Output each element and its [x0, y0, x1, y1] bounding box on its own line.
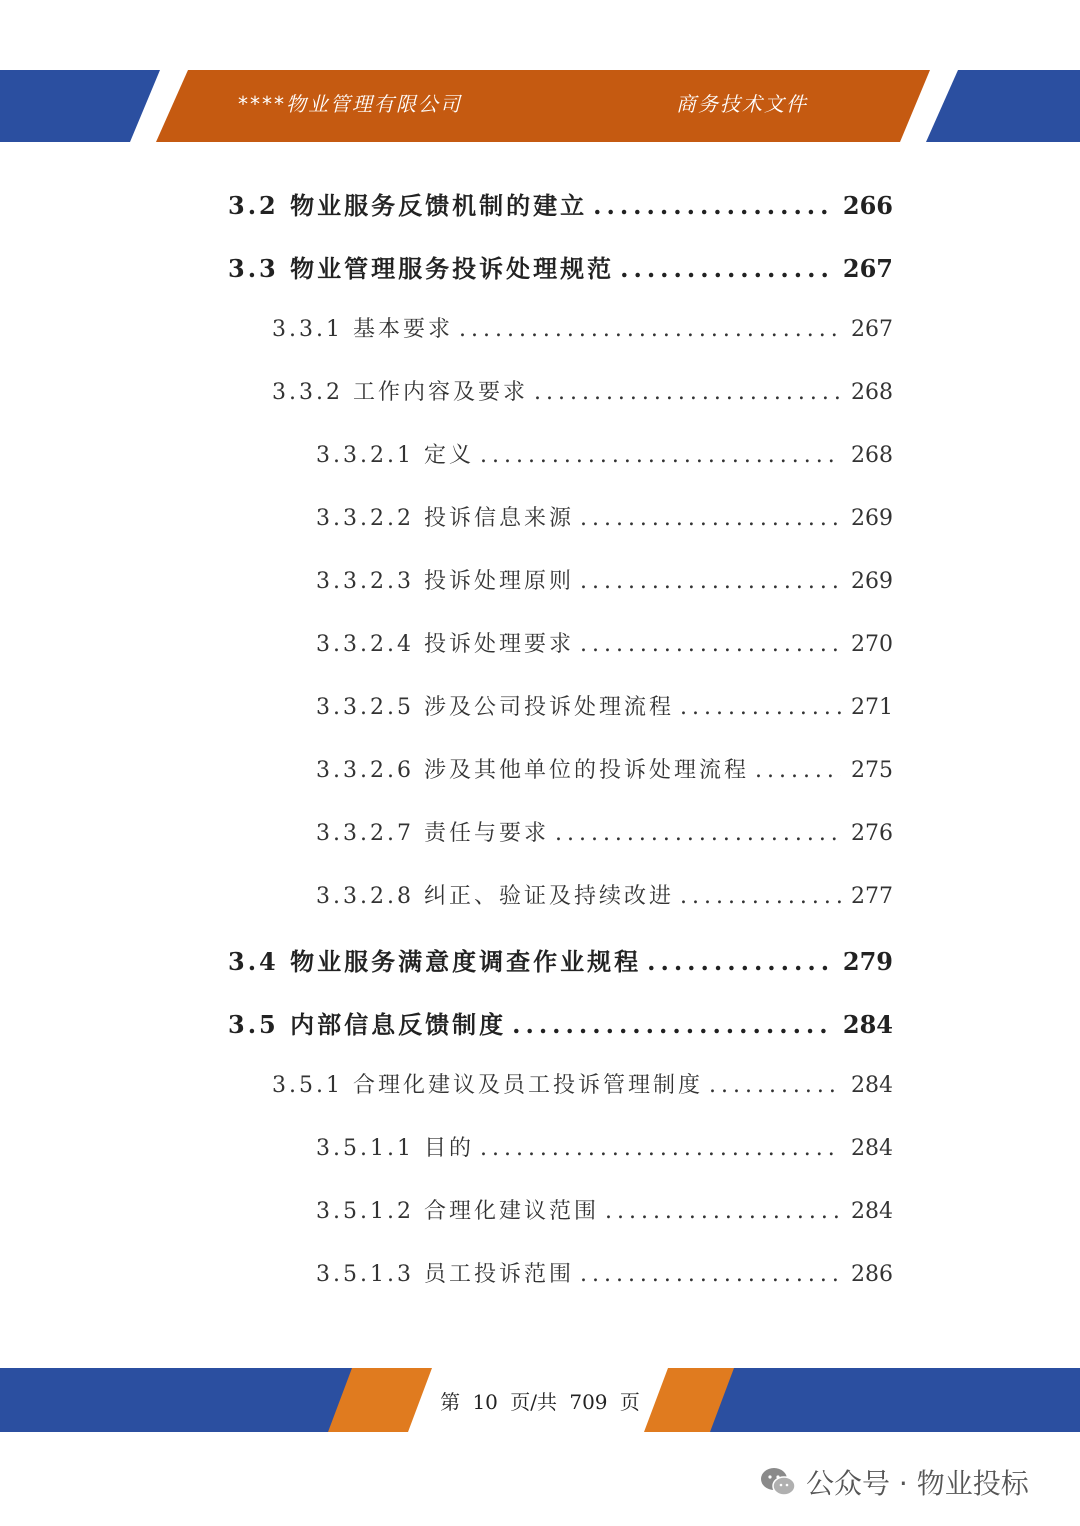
toc-entry[interactable]	[316, 1131, 893, 1171]
toc-leader-dots	[580, 569, 841, 594]
toc-leader-dots	[709, 1073, 841, 1098]
toc-entry[interactable]	[228, 942, 893, 982]
toc-entry[interactable]	[316, 753, 893, 793]
toc-entry[interactable]	[316, 501, 893, 541]
toc-entry-title: 3.2 物业服务反馈机制的建立	[228, 191, 588, 220]
toc-entry-title: 3.3.2.6 涉及其他单位的投诉处理流程	[316, 758, 749, 783]
toc-entry[interactable]	[316, 879, 893, 919]
toc-entry[interactable]	[228, 1005, 893, 1045]
page-middle: 页/共	[510, 1390, 557, 1414]
header-document-type: 商务技术文件	[676, 92, 808, 116]
header-blue-right	[926, 70, 1080, 142]
toc-entry-title: 3.3 物业管理服务投诉处理规范	[228, 254, 615, 283]
toc-entry[interactable]	[316, 690, 893, 730]
toc-entry-title: 3.3.2.2 投诉信息来源	[316, 506, 574, 531]
toc-entry-title: 3.3.1 基本要求	[272, 317, 453, 342]
toc-leader-dots	[580, 1262, 841, 1287]
toc-leader-dots	[647, 947, 833, 976]
toc-entry[interactable]	[316, 627, 893, 667]
watermark	[760, 1462, 1029, 1502]
toc-entry[interactable]	[316, 564, 893, 604]
toc-leader-dots	[755, 758, 841, 783]
toc-entry[interactable]	[272, 375, 893, 415]
toc-leader-dots	[580, 632, 841, 657]
toc-entry-title: 3.3.2.1 定义	[316, 443, 474, 468]
toc-leader-dots	[580, 506, 841, 531]
toc-entry-page: 284	[851, 1136, 893, 1161]
toc-leader-dots	[480, 443, 841, 468]
toc-entry-page: 270	[851, 632, 893, 657]
toc-entry-page: 275	[851, 758, 893, 783]
toc-entry-title: 3.5.1.2 合理化建议范围	[316, 1199, 599, 1224]
toc-leader-dots	[512, 1010, 833, 1039]
toc-leader-dots	[534, 380, 841, 405]
header-blue-left	[0, 70, 160, 142]
watermark-text: 公众号 · 物业投标	[806, 1467, 1029, 1500]
toc-leader-dots	[620, 254, 833, 283]
toc-entry-page: 269	[851, 569, 893, 594]
toc-leader-dots	[680, 695, 841, 720]
toc-entry[interactable]	[272, 312, 893, 352]
toc-entry-page: 279	[842, 947, 893, 976]
toc-entry-page: 284	[851, 1199, 893, 1224]
toc-leader-dots	[459, 317, 841, 342]
toc-entry-page: 266	[842, 191, 893, 220]
toc-entry-title: 3.5 内部信息反馈制度	[228, 1010, 507, 1039]
toc-entry-page: 284	[842, 1010, 893, 1039]
toc-entry-page: 267	[842, 254, 893, 283]
toc-entry-page: 268	[851, 380, 893, 405]
current-page: 10	[472, 1390, 498, 1414]
toc-entry[interactable]	[272, 1068, 893, 1108]
toc-entry-title: 3.3.2.7 责任与要求	[316, 821, 549, 846]
toc-leader-dots	[593, 191, 833, 220]
toc-entry-page: 284	[851, 1073, 893, 1098]
toc-entry[interactable]	[316, 1257, 893, 1297]
toc-entry-page: 276	[851, 821, 893, 846]
toc-entry-title: 3.3.2.3 投诉处理原则	[316, 569, 574, 594]
toc-entry-title: 3.3.2.5 涉及公司投诉处理流程	[316, 695, 674, 720]
toc-entry-title: 3.3.2.8 纠正、验证及持续改进	[316, 884, 674, 909]
toc-entry-title: 3.3.2 工作内容及要求	[272, 380, 528, 405]
page-suffix: 页	[619, 1390, 640, 1414]
toc-entry-title: 3.5.1.3 员工投诉范围	[316, 1262, 574, 1287]
toc-entry-title: 3.5.1 合理化建议及员工投诉管理制度	[272, 1073, 703, 1098]
toc-entry[interactable]	[228, 186, 893, 226]
total-pages: 709	[569, 1390, 608, 1414]
page-number	[0, 1386, 1080, 1415]
toc-entry-page: 286	[851, 1262, 893, 1287]
header-company-name: ****物业管理有限公司	[238, 92, 462, 116]
toc-leader-dots	[555, 821, 841, 846]
toc-entry-page: 268	[851, 443, 893, 468]
page-prefix: 第	[440, 1390, 461, 1414]
header-band	[0, 70, 1080, 142]
toc-leader-dots	[680, 884, 841, 909]
toc-entry[interactable]	[316, 438, 893, 478]
toc-entry[interactable]	[228, 249, 893, 289]
toc-entry-title: 3.5.1.1 目的	[316, 1136, 474, 1161]
toc-leader-dots	[480, 1136, 841, 1161]
toc-leader-dots	[605, 1199, 841, 1224]
wechat-icon	[760, 1466, 796, 1498]
toc-entry-title: 3.3.2.4 投诉处理要求	[316, 632, 574, 657]
toc-entry-page: 271	[851, 695, 893, 720]
toc-entry-page: 267	[851, 317, 893, 342]
toc-entry-title: 3.4 物业服务满意度调查作业规程	[228, 947, 642, 976]
toc-entry-page: 269	[851, 506, 893, 531]
toc-entry-page: 277	[851, 884, 893, 909]
toc-entry[interactable]	[316, 816, 893, 856]
toc-entry[interactable]	[316, 1194, 893, 1234]
